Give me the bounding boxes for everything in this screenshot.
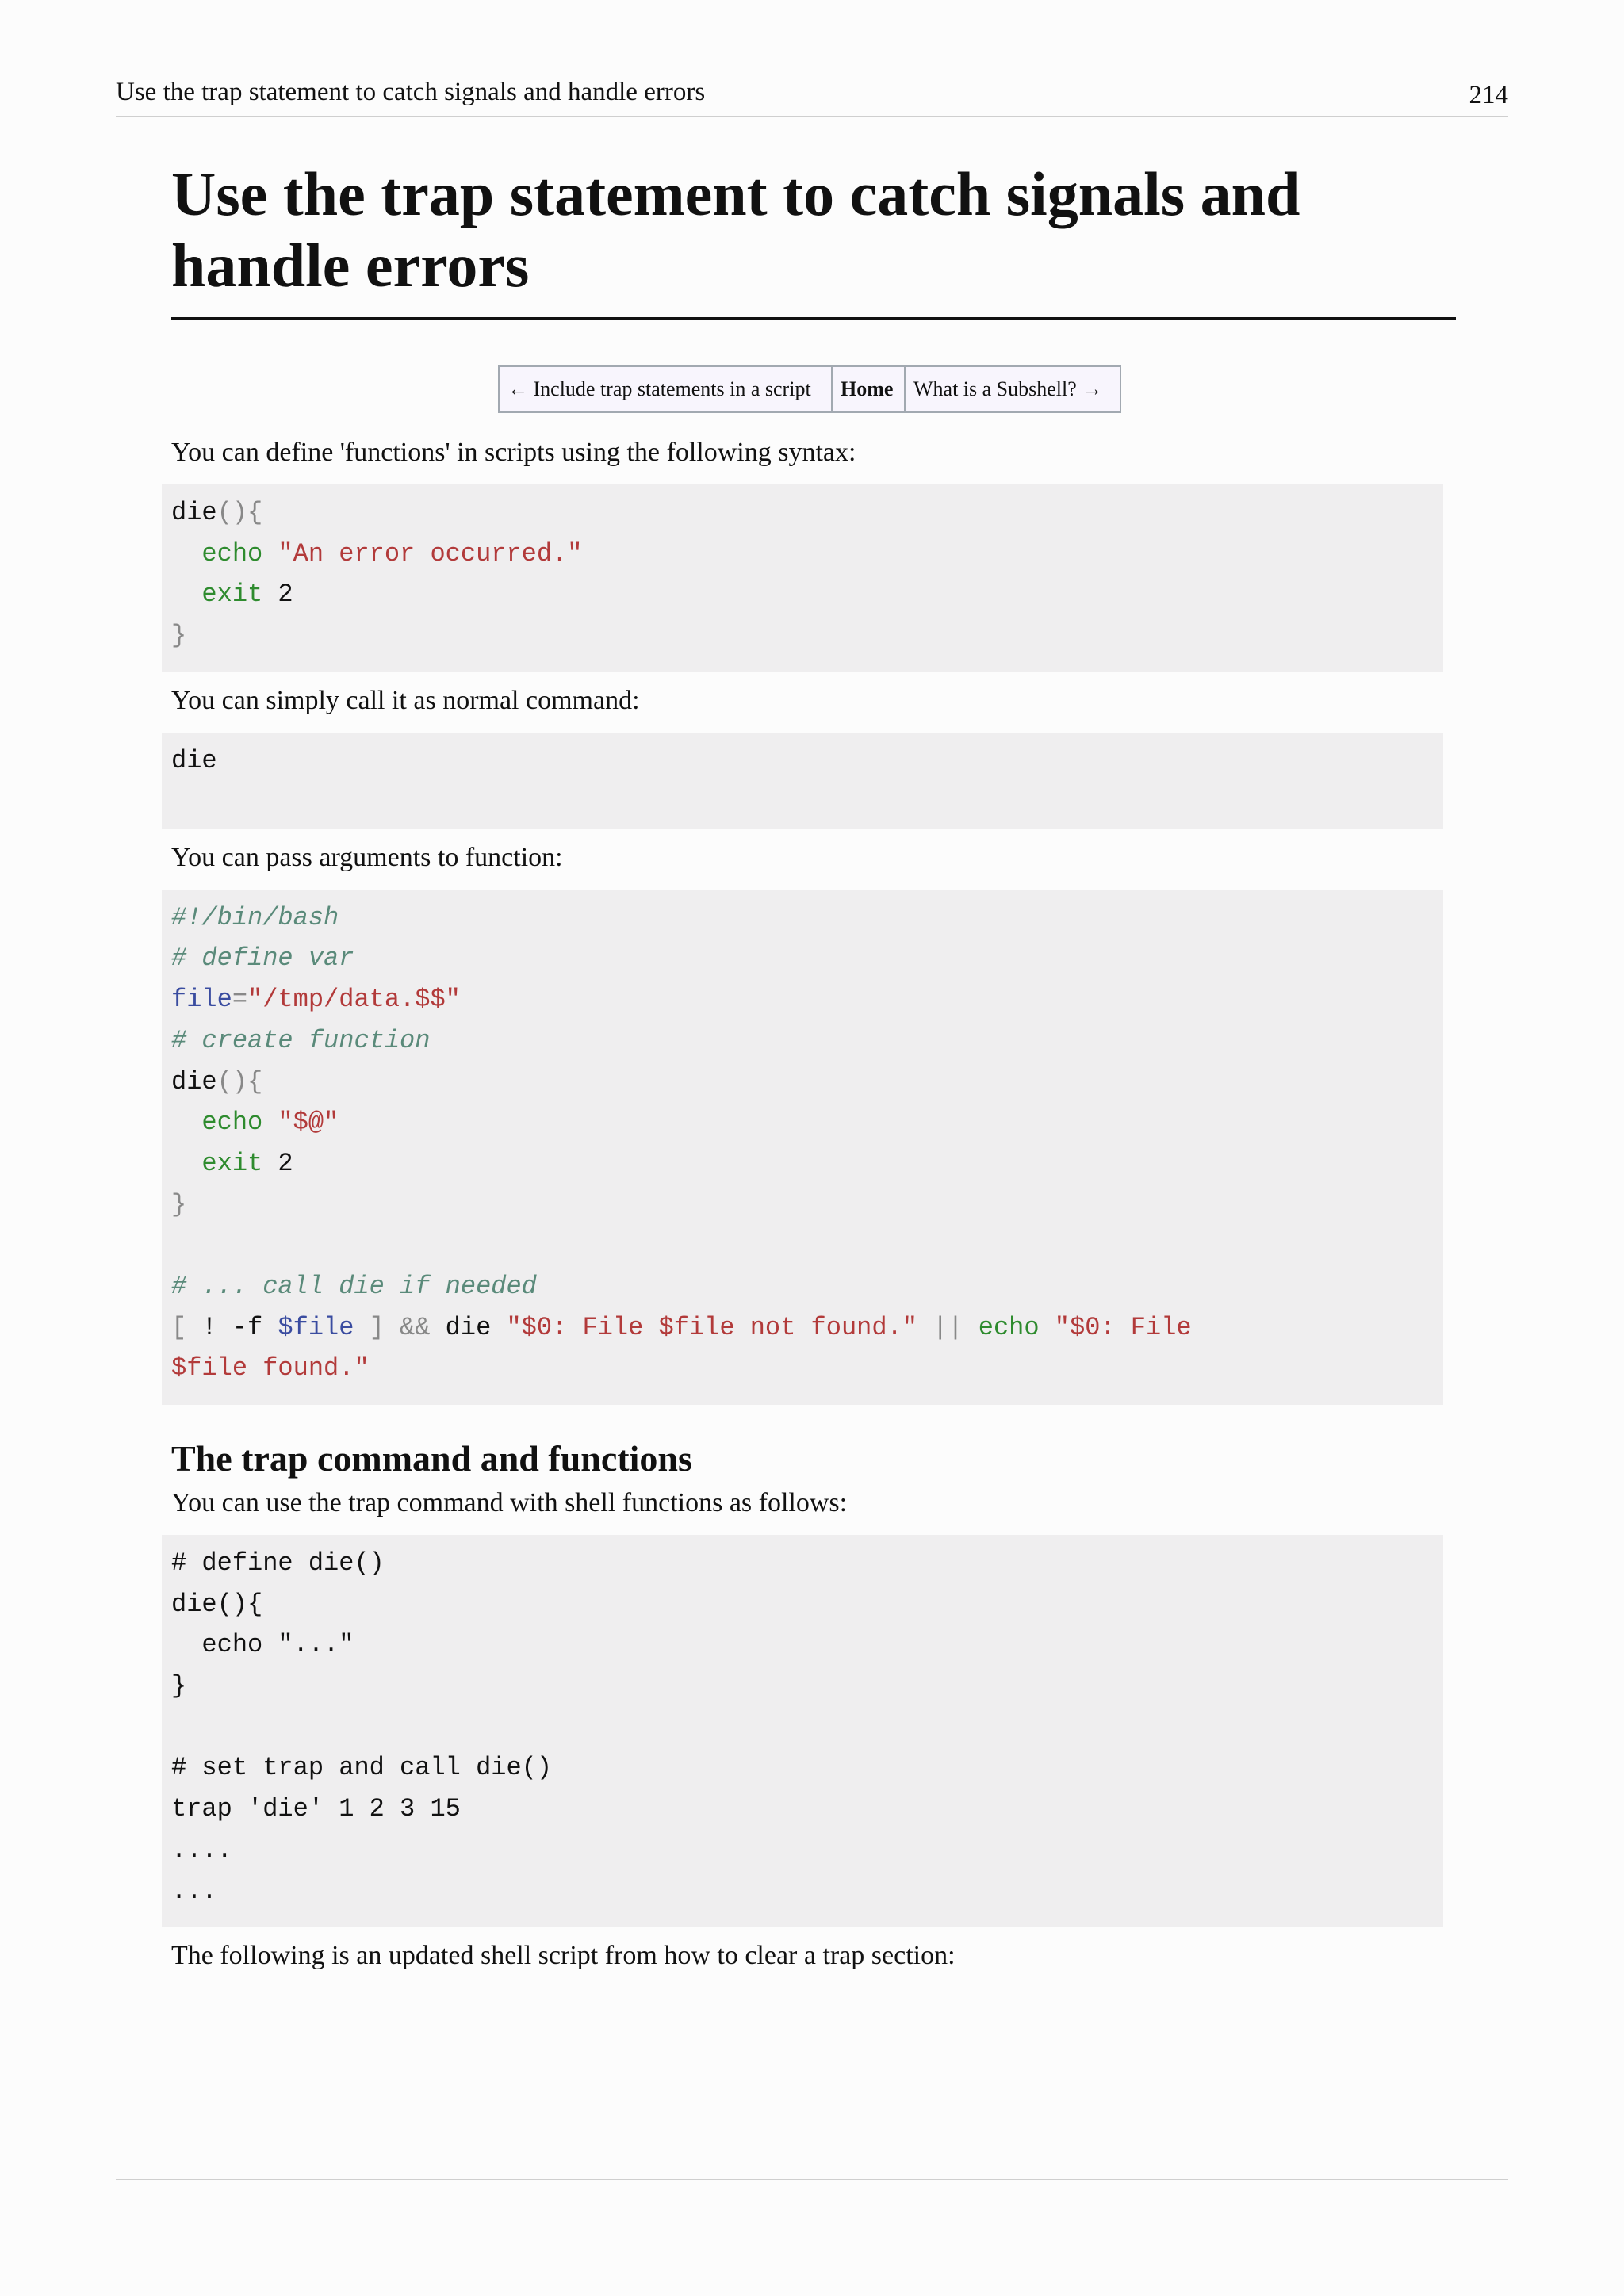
code-token: "$0: File $file not found." [506, 1312, 917, 1342]
code-token: 2 [278, 1148, 293, 1178]
code-token: } [171, 1189, 187, 1219]
code-token: die(){ [171, 1589, 263, 1619]
paragraph-updated-script: The following is an updated shell script from how to clear a trap section: [171, 1941, 956, 1971]
code-token: echo [201, 538, 263, 568]
code-token: } [171, 1671, 187, 1701]
nav-next-link[interactable]: What is a Subshell? → [905, 366, 1120, 412]
code-token: echo [978, 1312, 1040, 1342]
paragraph-pass-arguments: You can pass arguments to function: [171, 842, 563, 872]
code-block-call [162, 733, 1443, 829]
code-token: file [171, 985, 232, 1015]
code-token: = [232, 985, 248, 1015]
page-number: 214 [1469, 81, 1508, 109]
running-header [116, 78, 1508, 117]
code-token: #!/bin/bash [171, 902, 339, 932]
code-token: } [171, 621, 187, 651]
code-token: # create function [171, 1025, 431, 1055]
code-token: "/tmp/data.$$" [247, 985, 461, 1015]
chapter-navigation [498, 365, 1121, 413]
paragraph-define-functions: You can define 'functions' in scripts using the following syntax: [171, 438, 856, 467]
code-token: die [171, 1066, 217, 1096]
code-token: "$0: File [1054, 1312, 1192, 1342]
code-token: trap 'die' 1 2 3 15 [171, 1794, 461, 1824]
code-token: ] && [369, 1312, 431, 1342]
code-token: ! -f [201, 1312, 263, 1342]
code-token: echo "..." [171, 1630, 354, 1660]
code-token: echo [201, 1108, 263, 1138]
code-token: die [171, 498, 217, 527]
page-title-line-1: Use the trap statement to catch signals and [171, 159, 1300, 228]
code-block-arguments [162, 890, 1443, 1405]
code-token: (){ [216, 1066, 263, 1096]
code-token: "$@" [278, 1108, 339, 1138]
code-token: die [445, 1312, 492, 1342]
code-block-trap-example [162, 1535, 1443, 1927]
nav-prev-link[interactable]: ← Include trap statements in a script [499, 366, 832, 412]
code-token: [ [171, 1312, 187, 1342]
page-title-line-2: handle errors [171, 231, 530, 300]
code-token: 2 [278, 580, 293, 610]
code-token: $file [278, 1312, 354, 1342]
code-token: (){ [216, 498, 263, 527]
code-token: .... [171, 1835, 232, 1865]
page-title [171, 159, 1456, 320]
code-token: # define var [171, 943, 354, 974]
footer-rule [116, 2179, 1508, 2180]
code-token: # define die() [171, 1548, 385, 1578]
code-token: # ... call die if needed [171, 1271, 537, 1301]
code-token: || [933, 1312, 963, 1342]
page-content [171, 159, 1464, 1973]
section-heading-trap-functions: The trap command and functions [171, 1438, 692, 1479]
code-token: "An error occurred." [278, 538, 583, 568]
code-token: exit [201, 580, 263, 610]
code-token: $file found." [171, 1353, 370, 1383]
code-token: # set trap and call die() [171, 1753, 553, 1783]
nav-home-link[interactable]: Home [832, 366, 905, 412]
paragraph-call-normal: You can simply call it as normal command: [171, 685, 640, 715]
code-token: ... [171, 1876, 217, 1906]
paragraph-trap-with-functions: You can use the trap command with shell functions as follows: [171, 1488, 848, 1517]
code-token: die [171, 745, 217, 775]
code-block-function-syntax [162, 484, 1443, 672]
code-token: exit [201, 1148, 263, 1178]
running-title: Use the trap statement to catch signals and handle errors [116, 78, 706, 106]
